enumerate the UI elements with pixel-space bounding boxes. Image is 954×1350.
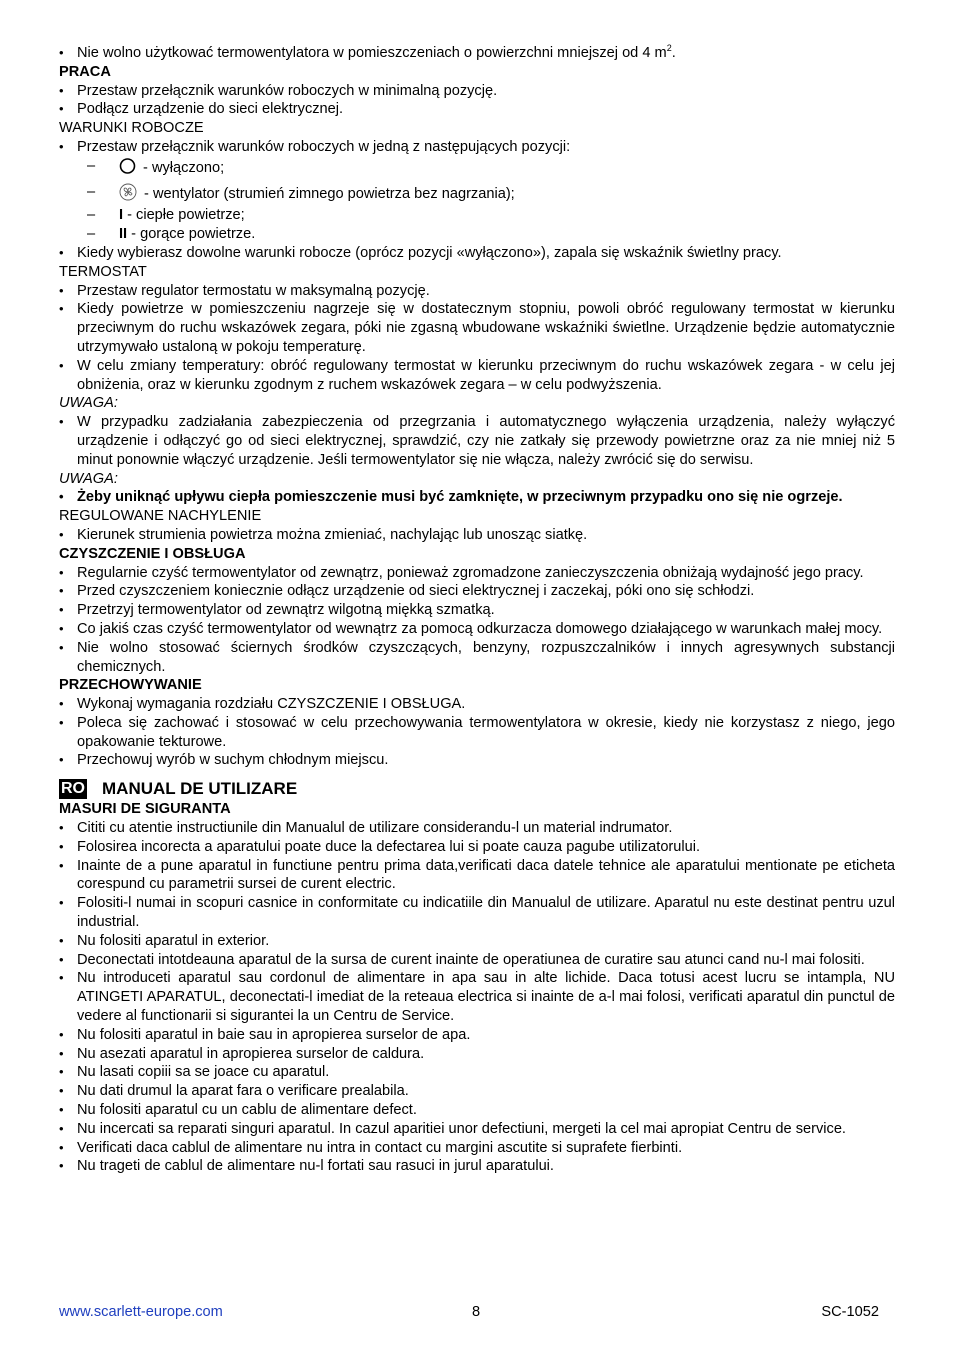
model-number: SC-1052 bbox=[821, 1304, 879, 1320]
list-item: • Kiedy wybierasz dowolne warunki robocze (oprócz pozycji «wyłączono»), zapala się wskaźnik świetlny pracy. bbox=[59, 244, 895, 263]
list-item: • Przestaw przełącznik warunków roboczych w jedną z następujących pozycji: bbox=[59, 138, 895, 157]
note-label: UWAGA: bbox=[59, 470, 118, 487]
heading-termostat: TERMOSTAT bbox=[59, 263, 147, 280]
list-item: • Poleca się zachować i stosować w celu przechowywania termowentylatora w okresie, kiedy nie korzystasz z niego, jego opakowanie tekturowe. bbox=[59, 714, 895, 752]
website-link[interactable]: www.scarlett-europe.com bbox=[59, 1304, 223, 1320]
document-body bbox=[59, 44, 895, 1176]
page-footer bbox=[59, 1303, 879, 1323]
list-item: • Regularnie czyść termowentylator od zewnątrz, ponieważ zgromadzone zanieczyszczenia obniżają wydajność jego pracy. bbox=[59, 564, 895, 583]
ro-section-title: MANUAL DE UTILIZARE bbox=[102, 778, 298, 798]
mode-off: – - wyłączono; bbox=[59, 157, 895, 181]
superscript-2: 2 bbox=[666, 43, 672, 54]
list-item: • Nu folositi aparatul cu un cablu de alimentare defect. bbox=[59, 1101, 895, 1120]
list-item: • Folosirea incorecta a aparatului poate duce la defectarea lui si poate cauza pagube utilizatorului. bbox=[59, 838, 895, 857]
heading-czyszczenie: CZYSZCZENIE I OBSŁUGA bbox=[59, 545, 246, 562]
list-item: • Folositi-l numai in scopuri casnice in conformitate cu indicatiile din Manualul de utilizare. Aparatul nu este destinat pentru uzul industrial. bbox=[59, 894, 895, 932]
list-item: • Przestaw przełącznik warunków roboczych w minimalną pozycję. bbox=[59, 82, 895, 101]
list-item: • Verificati daca cablul de alimentare nu intra in contact cu margini ascutite si suprafete fierbinti. bbox=[59, 1139, 895, 1158]
list-item: • Przetrzyj termowentylator od zewnątrz wilgotną miękką szmatką. bbox=[59, 601, 895, 620]
heading-praca: PRACA bbox=[59, 63, 111, 80]
list-item: • W celu zmiany temperatury: obróć regulowany termostat w kierunku przeciwnym do ruchu wskazówek zegara - w celu jej obniżenia, oraz w kierunku zgodnym z ruchem wskazówek zegara – w celu podwyższenia. bbox=[59, 357, 895, 395]
heading-warunki: WARUNKI ROBOCZE bbox=[59, 120, 204, 137]
mode-warm: – I - ciepłe powietrze; bbox=[59, 206, 895, 225]
list-item: • Nu introduceti aparatul sau cordonul de alimentare in apa sau in alte lichide. Daca totusi acest lucru se intampla, NU ATINGETI APARATUL, deconectati-l imediat de la reteaua electrica si inainte de a-l mai folosi, verificati aparatul din punctul de vedere al functionarii si sigurantei la un Centru de Service. bbox=[59, 969, 895, 1025]
list-item: • Nu lasati copiii sa se joace cu aparatul. bbox=[59, 1063, 895, 1082]
note-label: UWAGA: bbox=[59, 395, 118, 412]
list-item: • Inainte de a pune aparatul in functiune pentru prima data,verificati daca datele tehnice ale aparatului mentionate pe eticheta corespund cu parametrii sursei de curent electric. bbox=[59, 857, 895, 895]
page-number: 8 bbox=[472, 1304, 481, 1320]
list-item: • Deconectati intotdeauna aparatul de la sursa de curent inainte de operatiunea de curatire sau atunci cand nu-l mai folositi. bbox=[59, 951, 895, 970]
list-item: • Podłącz urządzenie do sieci elektrycznej. bbox=[59, 100, 895, 119]
language-badge-ro: RO bbox=[61, 780, 85, 798]
list-item: • Nu asezati aparatul in apropierea surselor de caldura. bbox=[59, 1045, 895, 1064]
list-item: • Nu incercati sa reparati singuri aparatul. In cazul aparitiei unor defectiuni, mergeti la cel mai apropiat Centru de service. bbox=[59, 1120, 895, 1139]
list-item: • Co jakiś czas czyść termowentylator od wewnątrz za pomocą odkurzacza domowego działającego w warunkach małej mocy. bbox=[59, 620, 895, 639]
list-item: • Nu trageti de cablul de alimentare nu-l fortati sau rasuci in jurul aparatului. bbox=[59, 1157, 895, 1176]
mode-fan: – - wentylator (strumień zimnego powietrza bez nagrzania); bbox=[59, 183, 895, 207]
list-item: • Cititi cu atentie instructiunile din Manualul de utilizare considerandu-l un material indrumator. bbox=[59, 819, 895, 838]
intro-bullet: • Nie wolno użytkować termowentylatora w pomieszczeniach o powierzchni mniejszej od 4 $m^2$. bbox=[59, 44, 895, 63]
list-item: • Nu folositi aparatul in exterior. bbox=[59, 932, 895, 951]
power-off-circle-icon bbox=[119, 157, 136, 181]
list-item: • W przypadku zadziałania zabezpieczenia od przegrzania i automatycznego wyłączenia urządzenia, należy wyłączyć urządzenie i odłączyć go od sieci elektrycznej, sprawdzić, czy nie zatkały się przewody powietrzne oraz za nie mniej niż 5 minut ponownie włączyć urządzenie. Jeśli termowentylator się nie włącza, należy zwrócić się do serwisu. bbox=[59, 413, 895, 469]
list-item: • Przechowuj wyrób w suchym chłodnym miejscu. bbox=[59, 751, 895, 770]
list-item: • Przed czyszczeniem koniecznie odłącz urządzenie od sieci elektrycznej i zaczekaj, póki ono się schłodzi. bbox=[59, 582, 895, 601]
heading-nachylenie: REGULOWANE NACHYLENIE bbox=[59, 508, 262, 525]
list-item: • Nie wolno stosować ściernych środków czyszczących, benzyny, rozpuszczalników i innych agresywnych substancji chemicznych. bbox=[59, 639, 895, 677]
list-item: • Kierunek strumienia powietrza można zmieniać, nachylając lub unosząc siatkę. bbox=[59, 526, 895, 545]
fan-icon bbox=[119, 183, 137, 207]
ro-section-header bbox=[59, 778, 895, 800]
list-item: • Wykonaj wymagania rozdziału CZYSZCZENIE I OBSŁUGA. bbox=[59, 695, 895, 714]
list-item: • Żeby uniknąć upływu ciepła pomieszczenie musi być zamknięte, w przeciwnym przypadku ono się nie ogrzeje. bbox=[59, 488, 895, 507]
list-item: • Kiedy powietrze w pomieszczeniu nagrzeje się w dostatecznym stopniu, powoli obróć regulowany termostat w kierunku przeciwnym do ruchu wskazówek zegara, póki nie zgasną wbudowane wskaźniki świetlne. Urządzenie będzie automatycznie utrzymywało ustaloną w pokoju temperaturę. bbox=[59, 300, 895, 356]
list-item: • Przestaw regulator termostatu w maksymalną pozycję. bbox=[59, 282, 895, 301]
list-item: • Nu folositi aparatul in baie sau in apropierea surselor de apa. bbox=[59, 1026, 895, 1045]
list-item: • Nu dati drumul la aparat fara o verificare prealabila. bbox=[59, 1082, 895, 1101]
heading-masuri: MASURI DE SIGURANTA bbox=[59, 801, 231, 818]
heading-przechowywanie: PRZECHOWYWANIE bbox=[59, 677, 202, 694]
mode-hot: – II - gorące powietrze. bbox=[59, 225, 895, 244]
